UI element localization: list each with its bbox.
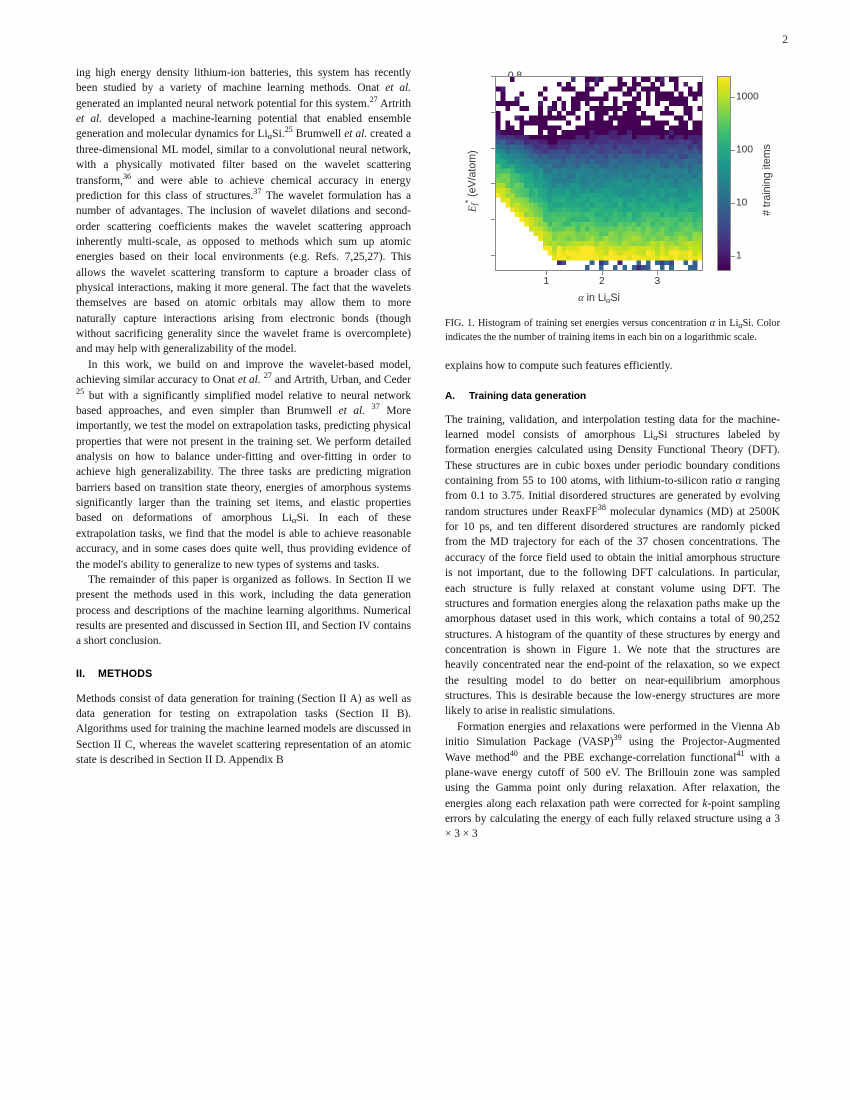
page-number: 2 — [782, 34, 788, 46]
figure-1-plot — [445, 66, 780, 311]
colorbar-tick — [731, 256, 735, 257]
colorbar — [717, 76, 731, 271]
subsection-heading-training-data — [445, 391, 780, 402]
colorbar-tick-label: 1000 — [736, 91, 759, 103]
right-column — [445, 66, 780, 843]
colorbar-tick — [731, 150, 735, 151]
x-tick-label: 1 — [543, 276, 550, 287]
figure-caption-text: Histogram of training set energies versus concentration α in $Li_\alpha Si$. Color indicates the the number of training items in each bin on a logarithmic scale. — [445, 318, 780, 344]
x-tick-label: 2 — [598, 276, 605, 287]
figure-1 — [445, 66, 780, 345]
paragraph: Formation energies and relaxations were performed in the Vienna Ab initio Simulation Package (VASP)$^{39}$ using the Projector-Augmented Wave method$^{40}$ and the PBE exchange-correlation functional$^{41}$ with a plane-wave energy cutoff of 500 eV. The Brillouin zone was sampled using the Gamma point only during relaxation. After relaxation, the energies along each relaxation path were corrected for k-point sampling errors by calculating the energy of each fully relaxed structure using a 3 × 3 × 3 — [445, 720, 781, 841]
two-column-body — [76, 66, 780, 843]
x-tick-mark — [602, 271, 603, 275]
paragraph: Methods consist of data generation for training (Section II A) as well as data generation for testing on extrapolation tasks (Section II B). Algorithms used for training the machine learned models are discussed in Section II C, whereas the wavelet scattering representation of an atomic state is described in Section II D. Appendix B — [76, 692, 411, 767]
section-title: METHODS — [98, 667, 153, 680]
figure-caption-label: FIG. 1. — [445, 318, 475, 329]
colorbar-tick-label: 10 — [736, 197, 748, 209]
colorbar-tick — [731, 203, 735, 204]
histogram-image — [496, 77, 702, 270]
paragraph: In this work, we build on and improve the wavelet-based model, achieving similar accuracy to Onat et al. $^{27}$ and Artrith, Urban, and Ceder $^{25}$ but with a significantly simplified model relative to neural network based approaches, and even simpler than Brumwell et al. $^{37}$ More importantly, we test the model on extrapolation tasks, predicting physical properties that were not present in the training set. We perform detailed analysis on how to balance under-fitting and over-fitting in order to achieve high generalizability. The three tasks are predicting migration barriers based on transition state theory, energies of amorphous systems significantly larger than the training set items, and elastic properties based on deformations of amorphous $Li_\alpha Si$. In each of these extrapolation tasks, we find that the model is able to achieve reasonable accuracy, and in some cases does quite well, thus providing evidence of the model's ability to generalize to new types of systems and tasks. — [76, 358, 411, 571]
paragraph: ing high energy density lithium-ion batteries, this system has recently been studied by a variety of machine learning methods. Onat et al. generated an implanted neural network potential for this system.$^{27}$ Artrith et al. developed a machine-learning potential that enabled ensemble generation and molecular dynamics for $Li_\alpha Si.^{25}$ Brumwell et al. created a three-dimensional ML model, similar to a convolutional neural network, with a physically motivated filter based on the wavelet scattering transform,$^{36}$ and were able to achieve chemical accuracy in energy prediction for this class of structures.$^{37}$ The wavelet formulation has a number of advantages. The inclusion of wavelet dilations and second-order scattering coefficients makes the wavelet scattering approach inherently multi-scale, as opposed to methods which sum up atomic energies based on their local environments (e.g. Refs. 7,25,27). This allows the wavelet scattering transform to capture a broader class of physical interactions, making it more general. The fact that the wavelets themselves are based on atomic orbitals may allow them to more naturally capture interactions arising from electronic bonds (though without sacrificing generality since the wavelet frame is overcomplete) and may help with generalizability of the model. — [76, 67, 411, 356]
paragraph: The remainder of this paper is organized as follows. In Section II we present the methods used in this work, including the data generation process and descriptions of the machine learning algorithms. Numerical results are presented and discussed in Section III, and Section IV contains a short conclusion. — [76, 573, 411, 648]
section-heading-methods — [76, 668, 411, 680]
x-tick-mark — [657, 271, 658, 275]
x-axis-label: α in $Li_\alpha Si$ — [578, 292, 620, 305]
histogram-axes — [495, 76, 703, 271]
x-tick-mark — [546, 271, 547, 275]
y-axis-label: $E_f^*$ (eV/atom) — [462, 150, 480, 212]
subsection-number: A. — [445, 390, 456, 402]
paragraph: explains how to compute such features efficiently. — [445, 360, 673, 373]
colorbar-title: # training items — [761, 144, 773, 216]
section-number: II. — [76, 667, 86, 680]
colorbar-gradient — [718, 77, 730, 270]
paragraph: The training, validation, and interpolation testing data for the machine-learned model consists of amorphous $Li_\alpha Si$ structures labeled by formation energies calculated using Density Functional Theory (DFT). These structures are in cubic boxes under periodic boundary conditions containing from 55 to 100 atoms, with lithium-to-silicon ratio α ranging from 0.1 to 3.75. Initial disordered structures are generated by evolving random structures under ReaxFF$^{38}$ molecular dynamics (MD) at 2500K for 10 ps, and ten different disordered structures are randomly picked from the MD trajectory for each of the 37 chosen concentrations. The accuracy of the force field used to obtain the initial amorphous structure is not important, due to the following DFT calculations. In particular, each structure is fully relaxed at constant volume using DFT. The structures and formation energies along the relaxation paths make up the amorphous dataset used in this work, which contains a total of 90,252 structures. A histogram of the quantity of these structures by energy and concentration is shown in Figure 1. We note that the structures are heavily concentrated near the end-point of the relaxation, so we expect the resulting model to do better on near-equilibrium amorphous structures. This is desirable because the low-energy structures are more likely to arise in realistic simulations. — [445, 413, 780, 718]
left-column — [76, 66, 411, 843]
figure-caption — [445, 317, 780, 345]
x-tick-label: 3 — [654, 276, 661, 287]
colorbar-tick — [731, 97, 735, 98]
subsection-title: Training data generation — [469, 390, 587, 402]
colorbar-tick-label: 1 — [736, 250, 742, 261]
colorbar-tick-label: 100 — [736, 144, 753, 156]
